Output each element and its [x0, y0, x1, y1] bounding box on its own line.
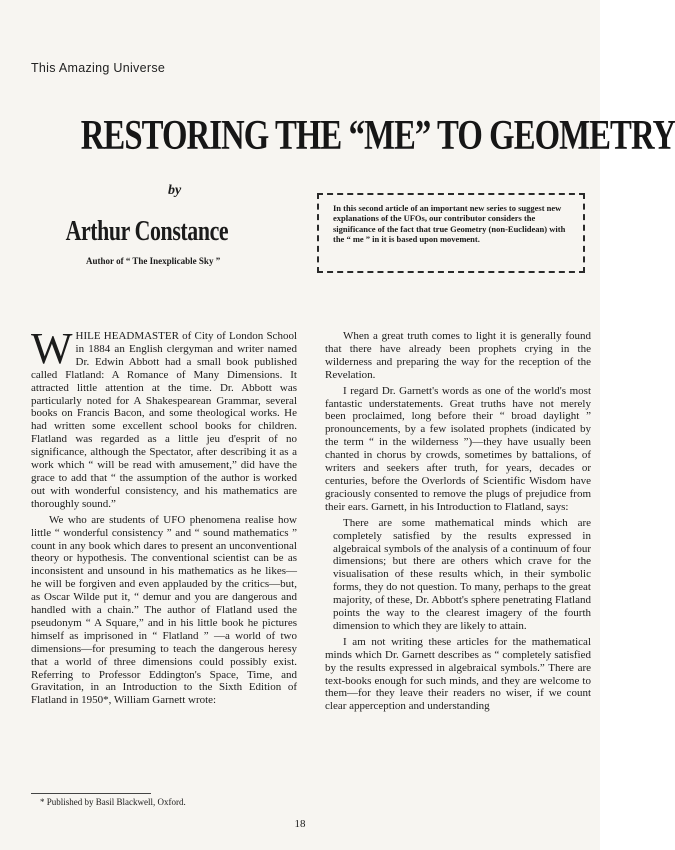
- paragraph: When a great truth comes to light it is generally found that there have already been prophets crying in the wilderness and preparing the way for the reception of the Revelation.: [325, 330, 591, 381]
- byline-by: by: [168, 183, 182, 198]
- paragraph: I am not writing these articles for the mathematical minds which Dr. Garnett describes as “ completely satisfied by the results expressed in algebraical symbols.” There are text-books enough for such minds, and they are welcome to them—for they leave their readers no wiser, if we count clear apperception and understanding: [325, 635, 591, 713]
- intro-text: In this second article of an important new series to suggest new explanations of the UFOs, our contributor considers the significance of the fact that true Geometry (non-Euclidean) with the “ me ” in it is based upon movement.: [333, 203, 566, 245]
- right-column: [325, 330, 591, 713]
- paragraph: I regard Dr. Garnett's words as one of the world's most fantastic understatements. Great truths have not merely been proclaimed, long before their “ broad daylight ” pronouncements, by a few isolated prophets (indicated by the term “ in the wilderness ”)—they have usually been chanted in chorus by crowds, sometimes by battalions, of writers and seekers after truth, for years, decades or centuries, before the Overlords of Scientific Wisdom have graciously consented to remove the plugs of prejudice from their ears. Garnett, in his Introduction to Flatland, says:: [325, 384, 591, 513]
- intro-box: [317, 193, 585, 273]
- paragraph: We who are students of UFO phenomena realise how little “ wonderful consistency ” and “ sound mathematics ” count in any book which dares to present an unconventional theory or hypothesis. The conventional scientist can be as inconsistent and unsound in his mathematics as he likes—he will be forgiven and even applauded by the critics—but, as Oscar Wilde put it, “ demur and you are dangerous and handled with a chain.” The author of Flatland used the pseudonym “ A Square,” and in his little book he pictures himself as imprisoned in “ Flatland ” —a world of two dimensions—for presuming to teach the dangerous heresy that a world of three dimensions could possibly exist. Referring to Professor Eddington's Space, Time, and Gravitation, in an Introduction to the Sixth Edition of Flatland in 1950*, William Garnett wrote:: [31, 513, 297, 707]
- footnote: * Published by Basil Blackwell, Oxford.: [40, 797, 186, 807]
- author-credit: Author of “ The Inexplicable Sky ”: [86, 256, 221, 266]
- paragraph: [31, 324, 297, 511]
- block-quote: There are some mathematical minds which are completely satisfied by the results expressed in algebraical symbols of the analysis of a continuum of four dimensions; but there are others which crave for the visualisation of these results which, in their symbolic forms, they do not question. To many, perhaps to the great majority, of these, Dr. Abbott's sphere penetrating Flatland points the way to the clearest imagery of the fourth dimension to which they are likely to attain.: [333, 516, 591, 632]
- left-column: [31, 324, 297, 707]
- series-heading: This Amazing Universe: [31, 61, 166, 75]
- page-number: 18: [294, 818, 306, 830]
- article-title: RESTORING THE “ME” TO GEOMETRY: [80, 113, 675, 159]
- paragraph-text: HILE HEADMASTER of City of London School in 1884 an English clergyman and writer named Dr. Edwin Abbott had a small book published called Flatland: A Romance of Many Dimensions. It attracted little attention at the time. Dr. Abbott was particularly noted for A Shakespearean Grammar, several books on Francis Bacon, and some theological works. He had written some excellent school books for children. Flatland was regarded as a little jeu d'esprit of no significance, although the Spectator, after describing it as a work which “ will be read with amusement,” did have the grace to add that “ the assumption of the author is worked out with wonderful consistency, and his mathematics are thoroughly sound.”: [31, 330, 297, 510]
- footnote-rule: [31, 793, 151, 794]
- author-name: Arthur Constance: [65, 216, 229, 247]
- drop-cap: W: [31, 324, 73, 373]
